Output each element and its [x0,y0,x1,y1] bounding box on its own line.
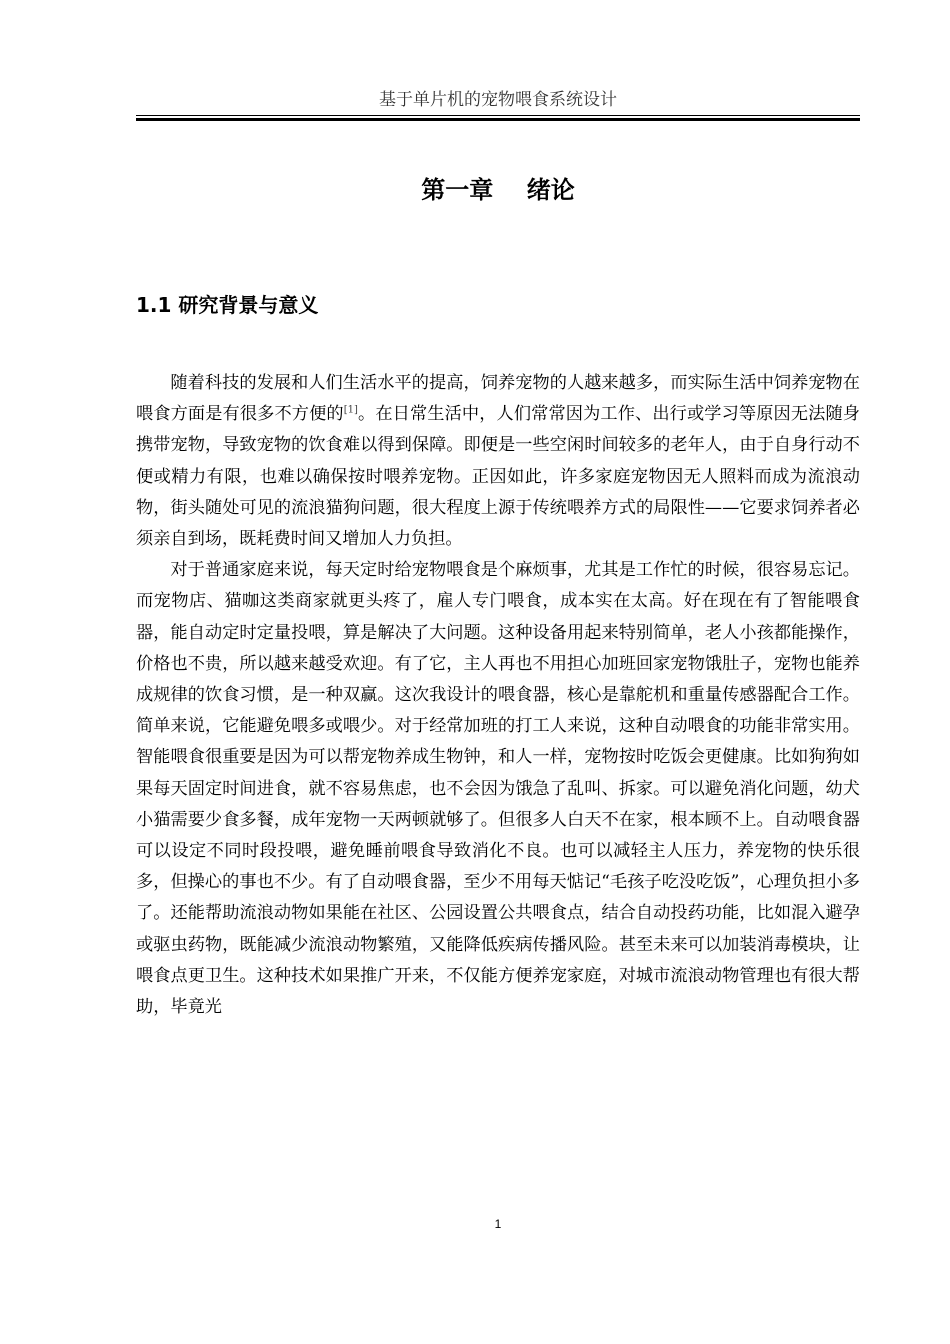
paragraph-1-text-b: 。在日常生活中，人们常常因为工作、出行或学习等原因无法随身携带宠物，导致宠物的饮食难以得到保障。即便是一些空闲时间较多的老年人，由于自身行动不便或精力有限，也难以确保按时喂养宠物。正因如此，许多家庭宠物因无人照料而成为流浪动物，街头随处可见的流浪猫狗问题，很大程度上源于传统喂养方式的局限性——它要求饲养者必须亲自到场，既耗费时间又增加人力负担。 [136,404,860,550]
chapter-title: 第一章 绪论 [421,176,575,204]
paragraph-2: 对于普通家庭来说，每天定时给宠物喂食是个麻烦事，尤其是工作忙的时候，很容易忘记。而宠物店、猫咖这类商家就更头疼了，雇人专门喂食，成本实在太高。好在现在有了智能喂食器，能自动定时定量投喂，算是解决了大问题。这种设备用起来特别简单，老人小孩都能操作，价格也不贵，所以越来越受欢迎。有了它，主人再也不用担心加班回家宠物饿肚子，宠物也能养成规律的饮食习惯，是一种双赢。这次我设计的喂食器，核心是靠舵机和重量传感器配合工作。简单来说，它能避免喂多或喂少。对于经常加班的打工人来说，这种自动喂食的功能非常实用。智能喂食很重要是因为可以帮宠物养成生物钟，和人一样，宠物按时吃饭会更健康。比如狗狗如果每天固定时间进食，就不容易焦虑，也不会因为饿急了乱叫、拆家。可以避免消化问题，幼犬小猫需要少食多餐，成年宠物一天两顿就够了。但很多人白天不在家，根本顾不上。自动喂食器可以设定不同时段投喂，避免睡前喂食导致消化不良。也可以减轻主人压力，养宠物的快乐很多，但操心的事也不少。有了自动喂食器，至少不用每天惦记“毛孩子吃没吃饭”，心理负担小多了。还能帮助流浪动物如果能在社区、公园设置公共喂食点，结合自动投药功能，比如混入避孕或驱虫药物，既能减少流浪动物繁殖，又能降低疾病传播风险。甚至未来可以加装消毒模块，让喂食点更卫生。这种技术如果推广开来，不仅能方便养宠家庭，对城市流浪动物管理也有很大帮助，毕竟光 [136,560,860,1018]
paragraph-1-text-a: 随着科技的发展和人们生活水平的提高，饲养宠物的人越来越多，而实际生活中饲养宠物在喂食方面是有很多不方便的 [136,373,860,425]
paragraph-1 [136,368,860,555]
page-number: 1 [494,1217,502,1231]
body-text [136,368,860,1023]
citation-ref[interactable]: [1] [343,404,358,416]
running-header: 基于单片机的宠物喂食系统设计 [379,90,617,110]
header-divider [136,115,860,121]
section-title: 1.1 研究背景与意义 [136,293,319,317]
